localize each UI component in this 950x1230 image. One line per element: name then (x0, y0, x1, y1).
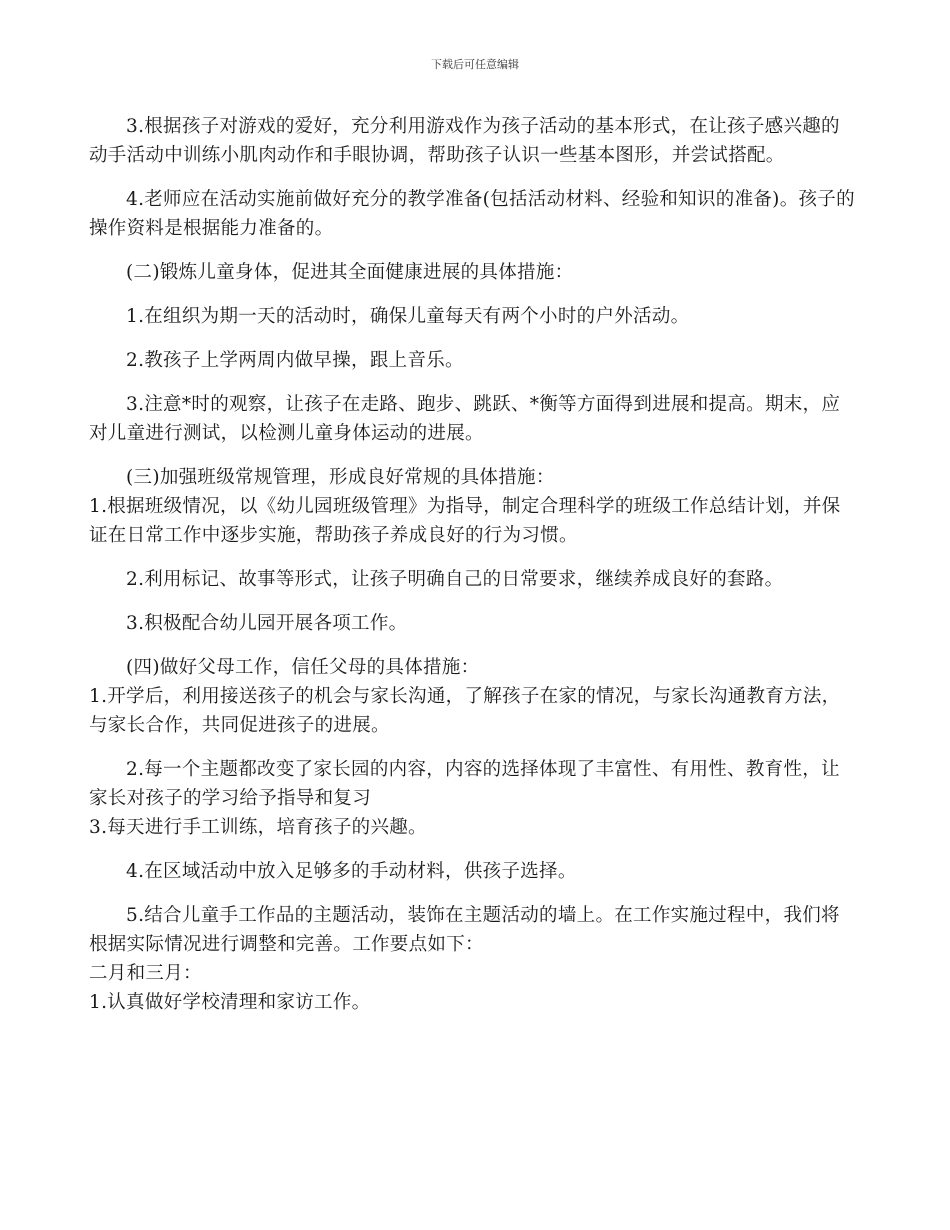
section-heading-3: (三)加强班级常规管理，形成良好常规的具体措施： (126, 467, 555, 488)
paragraph-4: 2.教孩子上学两周内做早操，跟上音乐。 (126, 350, 464, 371)
section-heading-2: (二)锻炼儿童身体，促进其全面健康进展的具体措施： (126, 262, 574, 283)
section-heading-4: (四)做好父母工作，信任父母的具体措施： (126, 657, 480, 678)
subheading-months: 二月和三月： (89, 963, 202, 984)
paragraph-7: 2.利用标记、故事等形式，让孩子明确自己的日常要求，继续养成良好的套路。 (126, 569, 784, 590)
paragraph-9: 1.开学后，利用接送孩子的机会与家长沟通，了解孩子在家的情况，与家长沟通教育方法，与家长合作，共同促进孩子的进展。 (89, 686, 841, 736)
page-header: 下载后可任意编辑 (431, 58, 519, 71)
paragraph-10: 2.每一个主题都改变了家长园的内容，内容的选择体现了丰富性、有用性、教育性，让家长对孩子的学习给予指导和复习 (89, 759, 840, 809)
paragraph-5: 3.注意*时的观察，让孩子在走路、跑步、跳跃、*衡等方面得到进展和提高。期末，应对儿童进行测试，以检测儿童身体运动的进展。 (89, 394, 841, 444)
paragraph-6: 1.根据班级情况，以《幼儿园班级管理》为指导，制定合理科学的班级工作总结计划，并保证在日常工作中逐步实施，帮助孩子养成良好的行为习惯。 (89, 496, 841, 546)
paragraph-1: 3.根据孩子对游戏的爱好，充分利用游戏作为孩子活动的基本形式，在让孩子感兴趣的动手活动中训练小肌肉动作和手眼协调，帮助孩子认识一些基本图形，并尝试搭配。 (89, 116, 840, 166)
paragraph-11: 3.每天进行手工训练，培育孩子的兴趣。 (89, 817, 427, 838)
document-body (89, 112, 857, 1017)
paragraph-8: 3.积极配合幼儿园开展各项工作。 (126, 613, 408, 634)
paragraph-13: 5.结合儿童手工作品的主题活动，装饰在主题活动的墙上。在工作实施过程中，我们将根据实际情况进行调整和完善。工作要点如下： (89, 905, 840, 955)
paragraph-2: 4.老师应在活动实施前做好充分的教学准备(包括活动材料、经验和知识的准备)。孩子的操作资料是根据能力准备的。 (89, 189, 855, 239)
paragraph-12: 4.在区域活动中放入足够多的手动材料，供孩子选择。 (126, 861, 577, 882)
paragraph-14: 1.认真做好学校清理和家访工作。 (89, 992, 371, 1013)
paragraph-3: 1.在组织为期一天的活动时，确保儿童每天有两个小时的户外活动。 (126, 306, 690, 327)
